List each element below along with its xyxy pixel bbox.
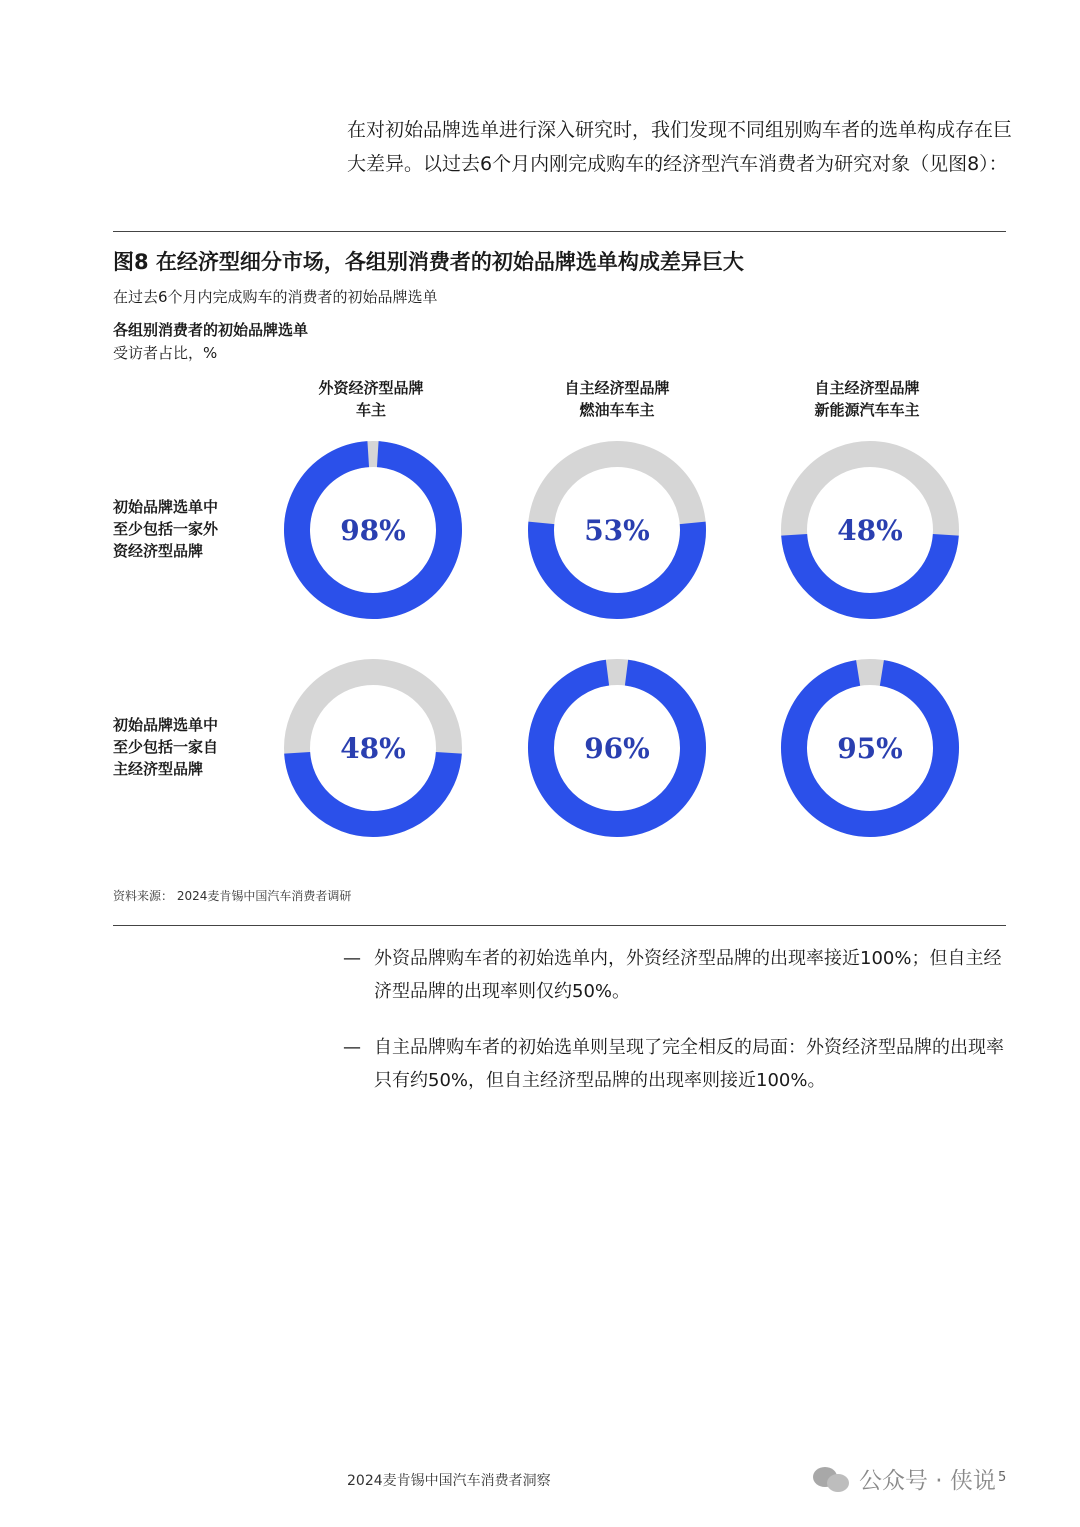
bullet-text: 自主品牌购车者的初始选单则呈现了完全相反的局面：外资经济型品牌的出现率只有约50%，但自主经济型品牌的出现率则接近100%。 [374, 1037, 1004, 1091]
chart-unit-label: 受访者占比，% [113, 344, 218, 362]
row-label-line: 初始品牌选单中 [113, 716, 219, 734]
bullet-item [343, 1031, 1015, 1097]
bullet-list [343, 942, 1015, 1120]
row-label-line: 资经济型品牌 [113, 542, 204, 560]
column-header-line: 自主经济型品牌 [564, 379, 670, 397]
wechat-icon [813, 1465, 851, 1493]
bottom-divider [113, 925, 1006, 926]
donut-chart [541, 454, 693, 606]
column-header-line: 车主 [355, 401, 386, 419]
donut-chart [794, 454, 946, 606]
row-label-line: 初始品牌选单中 [113, 498, 219, 516]
bullet-item [343, 942, 1015, 1008]
donut-value-label: 96% [584, 732, 650, 765]
row-label-line: 至少包括一家自 [113, 738, 219, 756]
column-header-line: 外资经济型品牌 [318, 379, 424, 397]
column-header-line: 新能源汽车车主 [814, 401, 920, 419]
watermark [813, 1462, 996, 1495]
bullet-dash: — [343, 1037, 361, 1058]
page-number: 5 [998, 1470, 1007, 1485]
watermark-text: 公众号 · 侠说 [859, 1468, 996, 1494]
row-label-line: 至少包括一家外 [113, 520, 219, 538]
donut-value-label: 48% [340, 732, 406, 765]
page-footer: 2024麦肯锡中国汽车消费者洞察 [347, 1473, 551, 1489]
donut-chart [297, 454, 449, 606]
bullet-text: 外资品牌购车者的初始选单内，外资经济型品牌的出现率接近100%；但自主经济型品牌的出现率则仅约50%。 [374, 948, 1002, 1002]
figure-subtitle: 在过去6个月内完成购车的消费者的初始品牌选单 [113, 288, 438, 306]
donut-value-label: 48% [837, 514, 903, 547]
row-label-line: 主经济型品牌 [113, 760, 204, 778]
intro-paragraph: 在对初始品牌选单进行深入研究时，我们发现不同组别购车者的选单构成存在巨大差异。以过去6个月内刚完成购车的经济型汽车消费者为研究对象（见图8）： [347, 119, 1013, 175]
donut-chart [541, 672, 693, 824]
chart-title: 各组别消费者的初始品牌选单 [113, 321, 309, 339]
donut-value-label: 95% [837, 732, 903, 765]
donut-chart [794, 672, 946, 824]
figure-title: 图8 在经济型细分市场，各组别消费者的初始品牌选单构成差异巨大 [113, 250, 744, 274]
bullet-dash: — [343, 948, 361, 969]
column-header-line: 自主经济型品牌 [814, 379, 920, 397]
donut-chart [297, 672, 449, 824]
source-note: 资料来源： 2024麦肯锡中国汽车消费者调研 [113, 889, 352, 903]
column-header-line: 燃油车车主 [579, 401, 655, 419]
donut-value-label: 53% [584, 514, 650, 547]
donut-value-label: 98% [340, 514, 406, 547]
